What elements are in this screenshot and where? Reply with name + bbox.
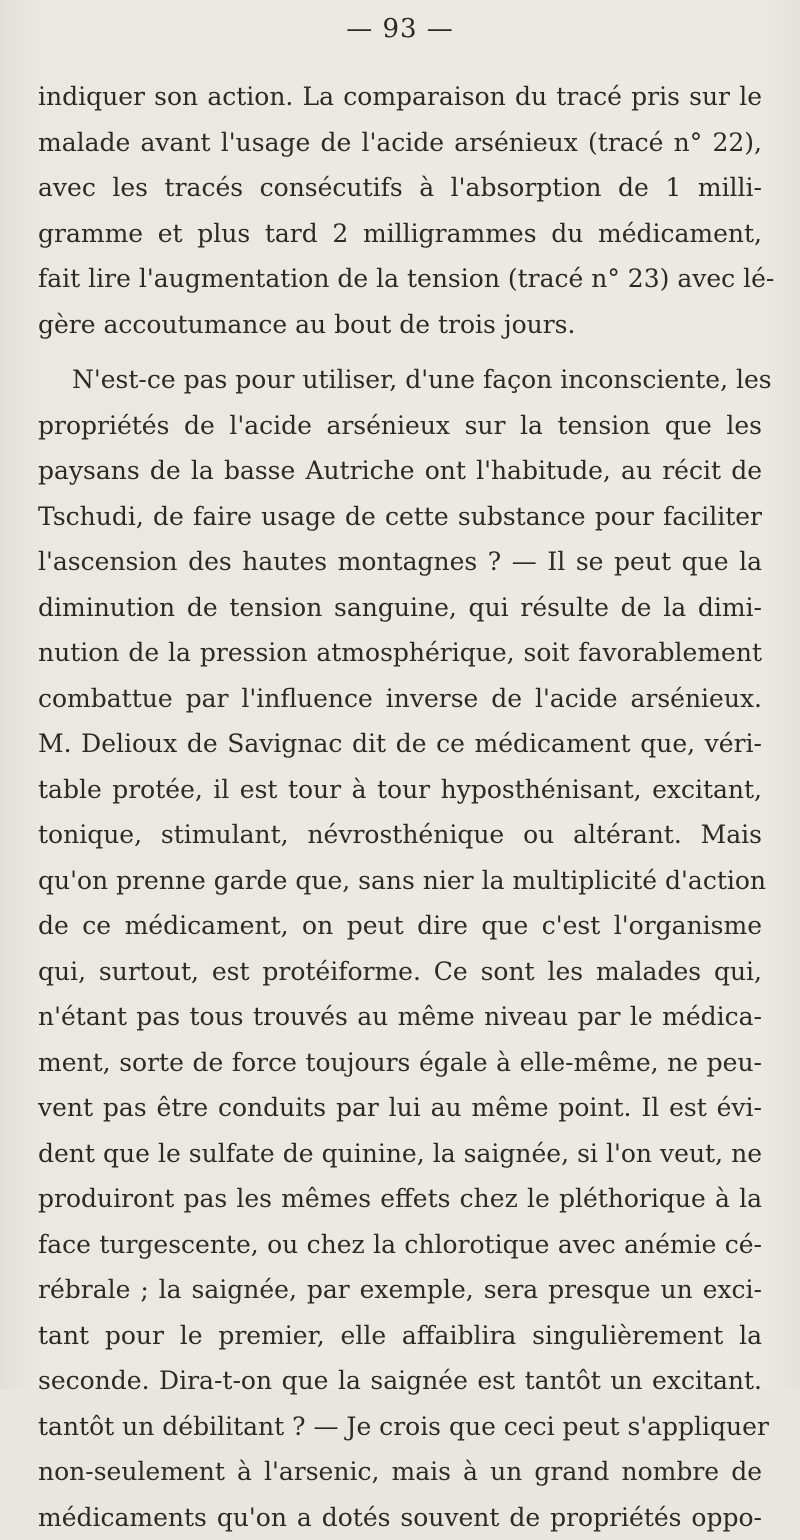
text-line: gramme et plus tard 2 milligrammes du médicament, [38, 211, 762, 257]
text-line: nution de la pression atmosphérique, soit favorablement [38, 630, 762, 676]
text-line: non-seulement à l'arsenic, mais à un grand nombre de [38, 1449, 762, 1495]
text-line: tantôt un débilitant ? — Je crois que ceci peut s'appliquer [38, 1404, 762, 1450]
text-line: seconde. Dira-t-on que la saignée est tantôt un excitant. [38, 1358, 762, 1404]
paragraph-gap [38, 347, 762, 357]
text-line: produiront pas les mêmes effets chez le pléthorique à la [38, 1176, 762, 1222]
text-line: table protée, il est tour à tour hyposthénisant, excitant, [38, 767, 762, 813]
text-line: de ce médicament, on peut dire que c'est l'organisme [38, 903, 762, 949]
text-line: médicaments qu'on a dotés souvent de propriétés oppo- [38, 1495, 762, 1540]
text-line: rébrale ; la saignée, par exemple, sera presque un exci- [38, 1267, 762, 1313]
text-line: dent que le sulfate de quinine, la saignée, si l'on veut, ne [38, 1131, 762, 1177]
text-line: combattue par l'influence inverse de l'acide arsénieux. [38, 676, 762, 722]
paragraph-1 [38, 74, 762, 347]
page-number: — 93 — [0, 14, 800, 44]
text-line: avec les tracés consécutifs à l'absorption de 1 milli- [38, 165, 762, 211]
paragraph-2 [38, 357, 762, 1540]
text-line: propriétés de l'acide arsénieux sur la tension que les [38, 403, 762, 449]
text-line: paysans de la basse Autriche ont l'habitude, au récit de [38, 448, 762, 494]
text-line: indiquer son action. La comparaison du tracé pris sur le [38, 74, 762, 120]
text-line: tonique, stimulant, névrosthénique ou altérant. Mais [38, 812, 762, 858]
text-line: gère accoutumance au bout de trois jours. [38, 302, 762, 348]
text-line: malade avant l'usage de l'acide arsénieux (tracé n° 22), [38, 120, 762, 166]
text-line: qui, surtout, est protéiforme. Ce sont les malades qui, [38, 949, 762, 995]
text-line: diminution de tension sanguine, qui résulte de la dimi- [38, 585, 762, 631]
text-line: vent pas être conduits par lui au même point. Il est évi- [38, 1085, 762, 1131]
text-line: n'étant pas tous trouvés au même niveau par le médica- [38, 994, 762, 1040]
text-line: fait lire l'augmentation de la tension (tracé n° 23) avec lé- [38, 256, 762, 302]
text-line: l'ascension des hautes montagnes ? — Il se peut que la [38, 539, 762, 585]
text-line: face turgescente, ou chez la chlorotique avec anémie cé- [38, 1222, 762, 1268]
body-text [38, 74, 762, 1540]
text-line: M. Delioux de Savignac dit de ce médicament que, véri- [38, 721, 762, 767]
text-line: Tschudi, de faire usage de cette substance pour faciliter [38, 494, 762, 540]
text-line: N'est-ce pas pour utiliser, d'une façon inconsciente, les [38, 357, 762, 403]
text-line: qu'on prenne garde que, sans nier la multiplicité d'action [38, 858, 762, 904]
text-line: ment, sorte de force toujours égale à elle-même, ne peu- [38, 1040, 762, 1086]
text-line: tant pour le premier, elle affaiblira singulièrement la [38, 1313, 762, 1359]
